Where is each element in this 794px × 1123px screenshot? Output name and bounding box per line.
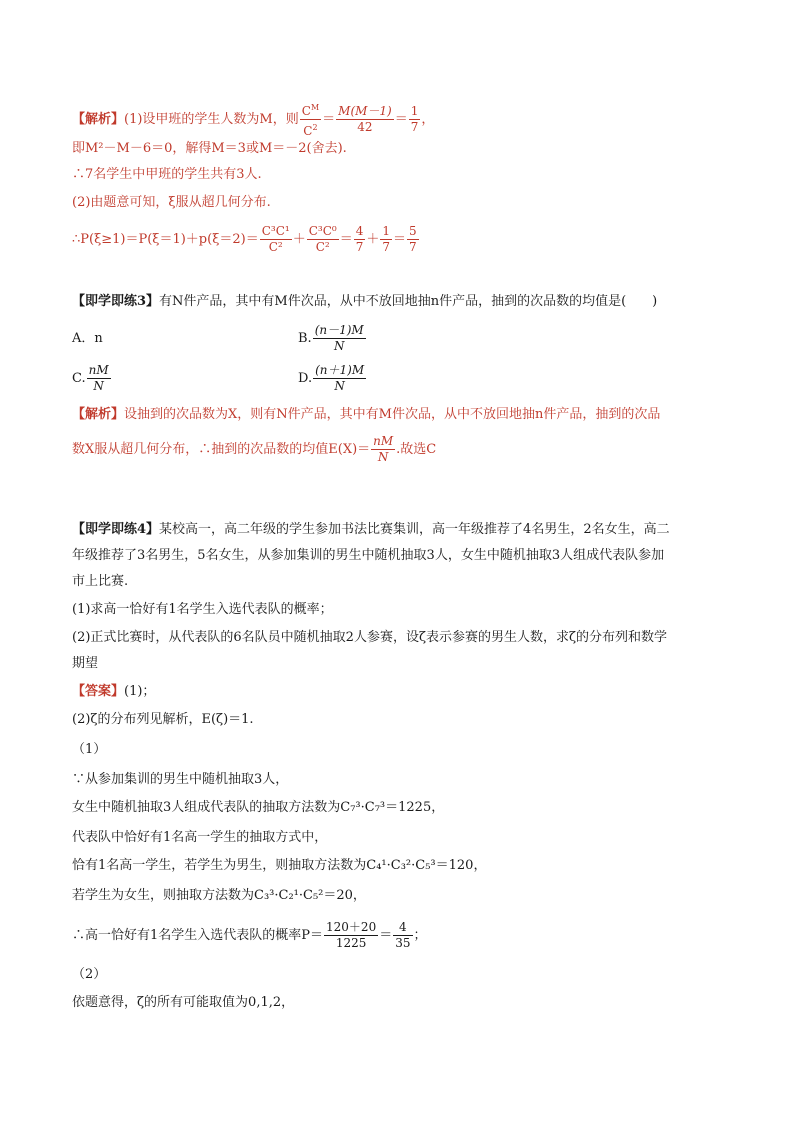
analysis-tag: 【解析】 (72, 112, 125, 127)
practice-4-question-line-5: (2)正式比赛时，从代表队的6名队员中随机抽取2人参赛，设ζ表示参赛的男生人数，求ζ的分布列和数学 (72, 630, 668, 645)
frac-den: 7 (410, 120, 419, 134)
frac-den: 7 (409, 240, 417, 254)
option-c (72, 362, 298, 396)
frac-den: C² (268, 240, 283, 254)
frac-num: 120＋20 (326, 920, 377, 934)
analysis-1-text: (1)设甲班的学生人数为M，则 (124, 112, 299, 127)
frac-num: C (301, 104, 311, 118)
frac-num: nM (88, 363, 109, 377)
answer-text: (1)； (124, 684, 156, 699)
analysis-text: 数X服从超几何分布，∴抽到的次品数的均值E(X)＝ (72, 442, 371, 457)
option-c-label: C. (72, 371, 86, 386)
analysis-1-line-4: (2)由题意可知，ξ服从超几何分布. (72, 195, 271, 210)
analysis-1-line-3: ∴7名学生中甲班的学生共有3人. (72, 167, 262, 182)
fraction-m-m-1-over-42 (336, 104, 394, 135)
fraction-140-over-1225 (324, 920, 378, 951)
plus-sign: ＋ (366, 232, 380, 247)
option-b-fraction (313, 323, 366, 354)
practice-3-analysis-line-2 (72, 432, 436, 468)
frac-num: 1 (410, 104, 419, 118)
answer-tag: 【答案】 (72, 684, 125, 699)
frac-num: (n－1)M (314, 323, 364, 337)
solution-2-line-1: 依题意得，ζ的所有可能取值为0,1,2， (72, 995, 295, 1010)
frac-num-sup: M (310, 103, 320, 112)
equals-sign: ＝ (379, 928, 393, 943)
option-row-ab (72, 322, 367, 356)
fraction-g4 (380, 224, 392, 255)
practice-4-tag: 【即学即练4】 (72, 522, 160, 537)
option-d-label: D. (298, 371, 313, 386)
equals-sign: ＝ (393, 232, 407, 247)
option-b-label: B. (298, 331, 312, 346)
analysis-text: .故选C (396, 442, 437, 457)
practice-4-question-line-3: 市上比赛. (72, 574, 129, 589)
frac-den: C² (315, 240, 330, 254)
frac-den: 7 (355, 240, 364, 254)
analysis-tag: 【解析】 (72, 407, 125, 422)
fraction-1-over-7 (409, 104, 421, 135)
practice-3-tag: 【即学即练3】 (72, 294, 160, 309)
solution-1-line-3: 代表队中恰好有1名高一学生的抽取方式中， (72, 830, 328, 845)
frac-num: 4 (355, 224, 364, 238)
frac-den-sup: 2 (312, 123, 318, 132)
practice-3-question-text: 有N件产品，其中有M件次品，从中不放回地抽n件产品，抽到的次品数的均值是( ) (159, 294, 658, 309)
option-d (298, 363, 367, 393)
practice-4-question-line-2: 年级推荐了3名男生，5名女生，从参加集训的男生中随机抽取3人，女生中随机抽取3人组成代表队参加 (72, 548, 665, 563)
frac-den: N (377, 450, 389, 464)
frac-den: 7 (382, 240, 391, 254)
practice-4-question-line-1 (72, 521, 670, 539)
solution-1-line-5: 若学生为女生，则抽取方法数为C₃³·C₂¹·C₅²＝20， (72, 888, 366, 903)
solution-1-line-6 (72, 918, 427, 954)
equals-sign: ＝ (322, 112, 336, 127)
practice-4-question-line-4: (1)求高一恰好有1名学生入选代表队的概率； (72, 602, 333, 617)
fraction-g2 (307, 224, 339, 255)
frac-den: N (334, 379, 345, 393)
frac-den: C (303, 124, 313, 138)
frac-num: 1 (382, 224, 391, 238)
analysis-fraction-nm-over-n (371, 434, 395, 465)
analysis-1-line-2: 即M²－M－6＝0，解得M＝3或M＝－2(舍去). (72, 141, 347, 156)
option-row-cd (72, 362, 367, 396)
probability-expression: ∴P(ξ≥1)＝P(ξ＝1)＋p(ξ＝2)＝ (72, 232, 259, 247)
option-a: A．n (72, 331, 103, 346)
analysis-1-line-1 (72, 100, 435, 138)
answer-line-2: (2)ζ的分布列见解析，E(ζ)＝1. (72, 712, 254, 727)
frac-den: N (333, 339, 345, 353)
solution-1-line-2: 女生中随机抽取3人组成代表队的抽取方法数为C₇³·C₇³＝1225， (72, 800, 445, 815)
practice-4-question-line-6: 期望 (72, 656, 99, 671)
frac-den: N (93, 379, 104, 393)
frac-num: (n＋1)M (315, 363, 365, 377)
option-c-fraction (87, 363, 111, 394)
frac-num: nM (373, 434, 394, 448)
fraction-g5 (407, 224, 419, 255)
practice-3-question (72, 293, 657, 311)
frac-den: 35 (395, 936, 411, 950)
frac-den: 1225 (335, 936, 367, 950)
fraction-c-m-over-c-2 (300, 100, 321, 139)
answer-line-1 (72, 683, 155, 701)
frac-den: 42 (357, 120, 373, 134)
solution-part-2-heading: （2） (72, 967, 107, 982)
question-text: 某校高一，高二年级的学生参加书法比赛集训，高一年级推荐了4名男生，2名女生，高二 (159, 522, 670, 537)
frac-num: C³C⁰ (308, 224, 337, 238)
semicolon: ； (413, 928, 427, 943)
equals-sign: ＝ (394, 112, 408, 127)
fraction-4-over-35 (393, 920, 412, 951)
probability-text: ∴高一恰好有1名学生入选代表队的概率P＝ (72, 928, 324, 943)
fraction-g1 (260, 224, 292, 255)
solution-1-line-4: 恰有1名高一学生，若学生为男生，则抽取方法数为C₄¹·C₃²·C₅³＝120， (72, 858, 487, 873)
solution-1-line-1: ∵从参加集训的男生中随机抽取3人， (72, 772, 289, 787)
analysis-text: 设抽到的次品数为X，则有N件产品，其中有M件次品，从中不放回地抽n件产品，抽到的次品 (124, 407, 661, 422)
frac-num: C³C¹ (261, 224, 290, 238)
frac-num: M(M－1) (338, 104, 392, 118)
option-b (298, 323, 367, 353)
fraction-g3 (354, 224, 366, 255)
frac-num: 5 (409, 224, 417, 238)
analysis-1-line-5 (72, 222, 420, 258)
equals-sign: ＝ (339, 232, 353, 247)
frac-num: 4 (393, 920, 412, 936)
plus-sign: ＋ (292, 232, 306, 247)
comma: ， (421, 112, 435, 127)
solution-part-1-heading: （1） (72, 742, 107, 757)
practice-3-analysis-line-1 (72, 406, 660, 424)
option-d-fraction (313, 363, 366, 394)
